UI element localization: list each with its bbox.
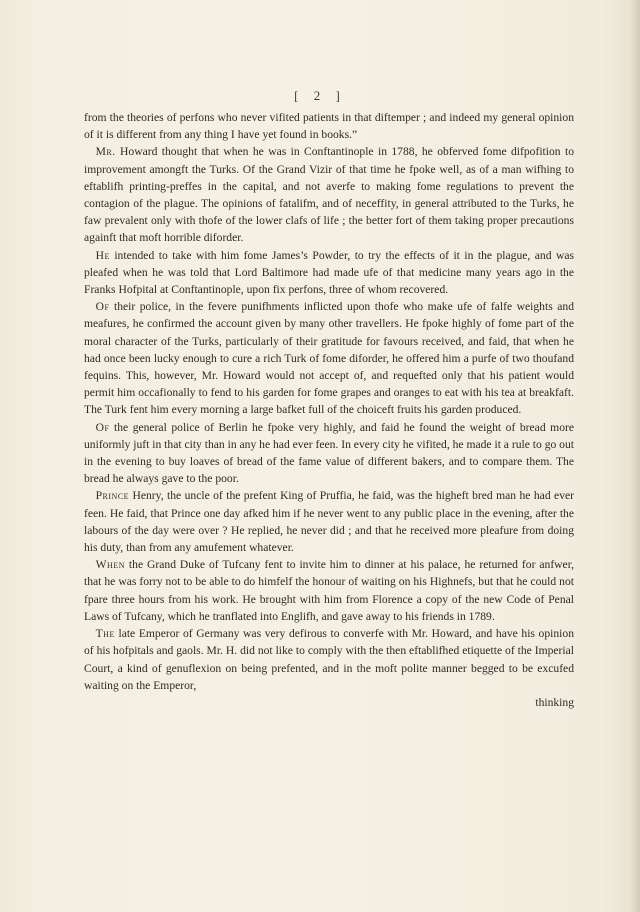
paragraph-lead: He [95,248,110,262]
paragraph-text: their police, in the fevere punifhments inflicted upon thofe who make ufe of falfe weights and meafures, he confirmed the account given by many other travellers. He fpoke highly of fome part of the moral character of the Turks, particularly of their gratitude for favours received, and faid, that when he had once been lucky enough to cure a rich Turk of fome diforder, he offered him a purfe of two thoufand fequins. This, however, Mr. Howard would not accept of, and requefted only that his patient would permit him occafionally to fend to his garden for fome grapes and oranges to eat with his tea at breakfaft. The Turk fent him every morning a large bafket full of the choiceft fruits his garden produced. [84,300,574,417]
paragraph-text: the Grand Duke of Tufcany fent to invite him to dinner at his palace, he returned for anfwer, that he was forry not to be able to do himfelf the honour of waiting on his Highnefs, but that he could not fpare three hours from his work. He brought with him from Florence a copy of the new Code of Penal Laws of Tufcany, which he tranflated into Englifh, and gave away to his friends in 1789. [84,558,574,623]
paragraph-lead: Of [95,300,110,314]
catchword: thinking [535,695,574,709]
paragraph [84,419,574,488]
paragraph-text: from the theories of perfons who never vifited patients in that diftemper ; and indeed my general opinion of it is different from any thing I have yet found in books.” [84,111,574,142]
paragraph [84,556,574,625]
paragraph [84,298,574,418]
paragraph-lead: Prince [95,489,130,503]
paragraph [84,143,574,246]
paragraph-lead: Of [95,420,110,434]
paragraph-lead: When [95,558,125,572]
paragraph-text: Henry, the uncle of the prefent King of Pruffia, he faid, was the higheft bred man he had ever feen. He faid, that Prince one day afked him if he never went to any public place in the evening, after the labours of the day were over ? He replied, he never did ; and that he received more pleafure from doing his duty, than from any amufement whatever. [84,489,574,555]
paragraph [84,625,574,694]
paragraph-text: Howard thought that when he was in Conftantinople in 1788, he obferved fome difpofition to improvement amongft the Turks. Of the Grand Vizir of that time he fpoke well, as of a man wifhing to eftablifh printing-preffes in the capital, and not averfe to making fome regulations to prevent the contagion of the plague. The opinions of fatalifm, and of neceffity, in general attributed to the Turks, he faw prevalent only with thofe of the lower clafs of life ; the better fort of them taking proper precautions againft that moft horrible diforder. [84,145,574,245]
paragraph-text: the general police of Berlin he fpoke very highly, and faid he found the weight of bread more uniformly juft in that city than in any he had ever feen. In every city he vifited, he made it a rule to go out in the evening to buy loaves of bread of the fame value of different bakers, and to compare them. The bread he always gave to the poor. [84,420,575,486]
paragraph [84,247,574,299]
paragraph-text: late Emperor of Germany was very defirous to converfe with Mr. Howard, and have his opinion of his hofpitals and gaols. Mr. H. did not like to comply with the then eftablifhed etiquette of the Imperial Court, a kind of genuflexion on being prefented, and in the moft polite manner begged to be excufed waiting on the Emperor, [84,627,574,692]
paragraph-text: intended to take with him fome James’s Powder, to try the effects of it in the plague, and was pleafed when he was told that Lord Baltimore had made ufe of that medicine many years ago in the Franks Hofpital at Conftantinople, upon fix perfons, three of whom recovered. [84,248,574,297]
paragraph [84,487,574,556]
paragraph [84,109,574,143]
page-number: [ 2 ] [294,88,346,103]
paragraph-lead: Mr. [95,145,116,159]
body-text [84,109,574,711]
paragraph-lead: The [95,627,115,641]
